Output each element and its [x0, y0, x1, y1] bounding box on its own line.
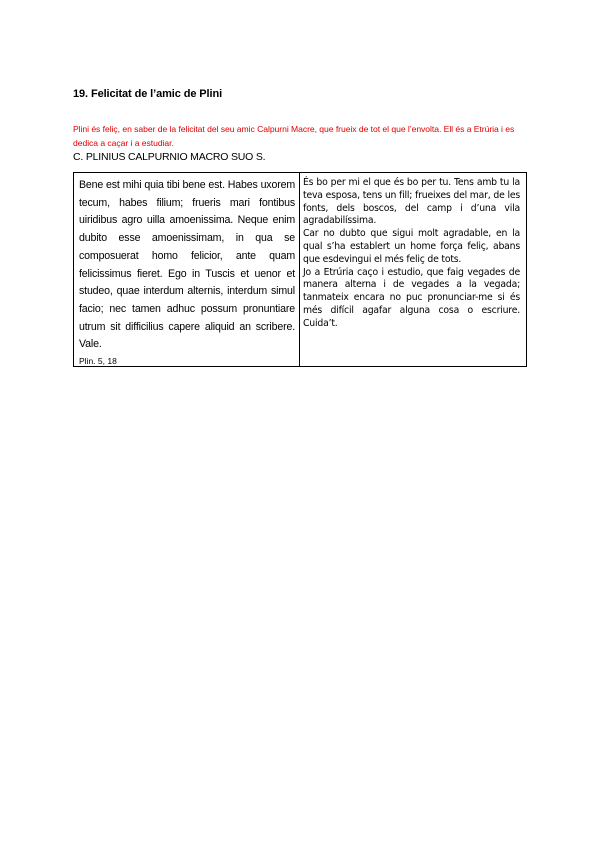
catalan-paragraph: Car no dubto que sigui molt agradable, en la qual s’ha establert un home força feliç, abans que esdevingui el més feliç de tots. [303, 228, 520, 265]
catalan-translation-cell [300, 173, 526, 366]
exercise-title: 19. Felicitat de l’amic de Plini [73, 88, 223, 100]
catalan-paragraph: Jo a Etrúria caço i estudio, que faig vegades de manera alterna i de vegades a la vegada; tanmateix encara no puc pronunciar-me si és més difícil agafar alguna cosa o escriure. Cuida’t. [303, 266, 520, 329]
catalan-translation [303, 177, 520, 331]
latin-text-cell [74, 173, 300, 366]
latin-letter-heading: C. PLINIUS CALPURNIO MACRO SUO S. [73, 151, 266, 163]
source-reference: Plin. 5, 18 [79, 356, 117, 367]
catalan-paragraph: És bo per mi el que és bo per tu. Tens amb tu la teva esposa, tens un fill; frueixes del mar, de les fonts, dels boscos, del camp i d’una vila agradabilíssima. [303, 177, 520, 227]
parallel-text-table [73, 172, 527, 367]
intro-summary: Plini és feliç, en saber de la felicitat del seu amic Calpurni Macre, que frueix de tot el que l’envolta. Ell és a Etrúria i es dedica a caçar i a estudiar. [73, 124, 515, 148]
latin-text: Bene est mihi quia tibi bene est. Habes uxorem tecum, habes filium; frueris mari fontibus uiridibus agro uilla amoenissima. Neque enim dubito esse amoenissimam, in qua se composuerat homo felicior, ante quam felicissimus fieret. Ego in Tuscis et uenor et studeo, quae interdum alternis, interdum simul facio; nec tamen adhuc possum pronuntiare utrum sit difficilius capere aliquid an scribere. Vale. [79, 179, 295, 351]
